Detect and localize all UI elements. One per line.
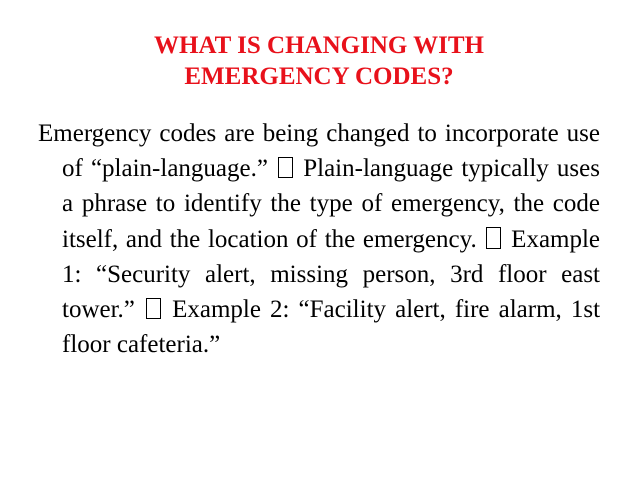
slide-title-line-1: WHAT IS CHANGING WITH (154, 32, 484, 59)
missing-glyph-box-icon (278, 157, 293, 178)
slide-title-line-2: EMERGENCY CODES? (184, 63, 454, 90)
slide-body-text (38, 116, 600, 362)
missing-glyph-box-icon (486, 227, 501, 248)
body-segment-2: Plain-language typically uses a phrase to identify the type of emergency, the code itself, and the location of the emergency. (62, 155, 600, 253)
body-segment-1: Emergency codes are being changed to incorporate use of “plain-language.” (38, 120, 600, 183)
body-segment-3: Example 1: “Security alert, missing person, 3rd floor east tower.” (62, 225, 601, 324)
slide-title (0, 30, 638, 92)
missing-glyph-box-icon (146, 298, 161, 319)
body-segment-4: Example 2: “Facility alert, fire alarm, 1st floor cafeteria.” (62, 296, 601, 359)
